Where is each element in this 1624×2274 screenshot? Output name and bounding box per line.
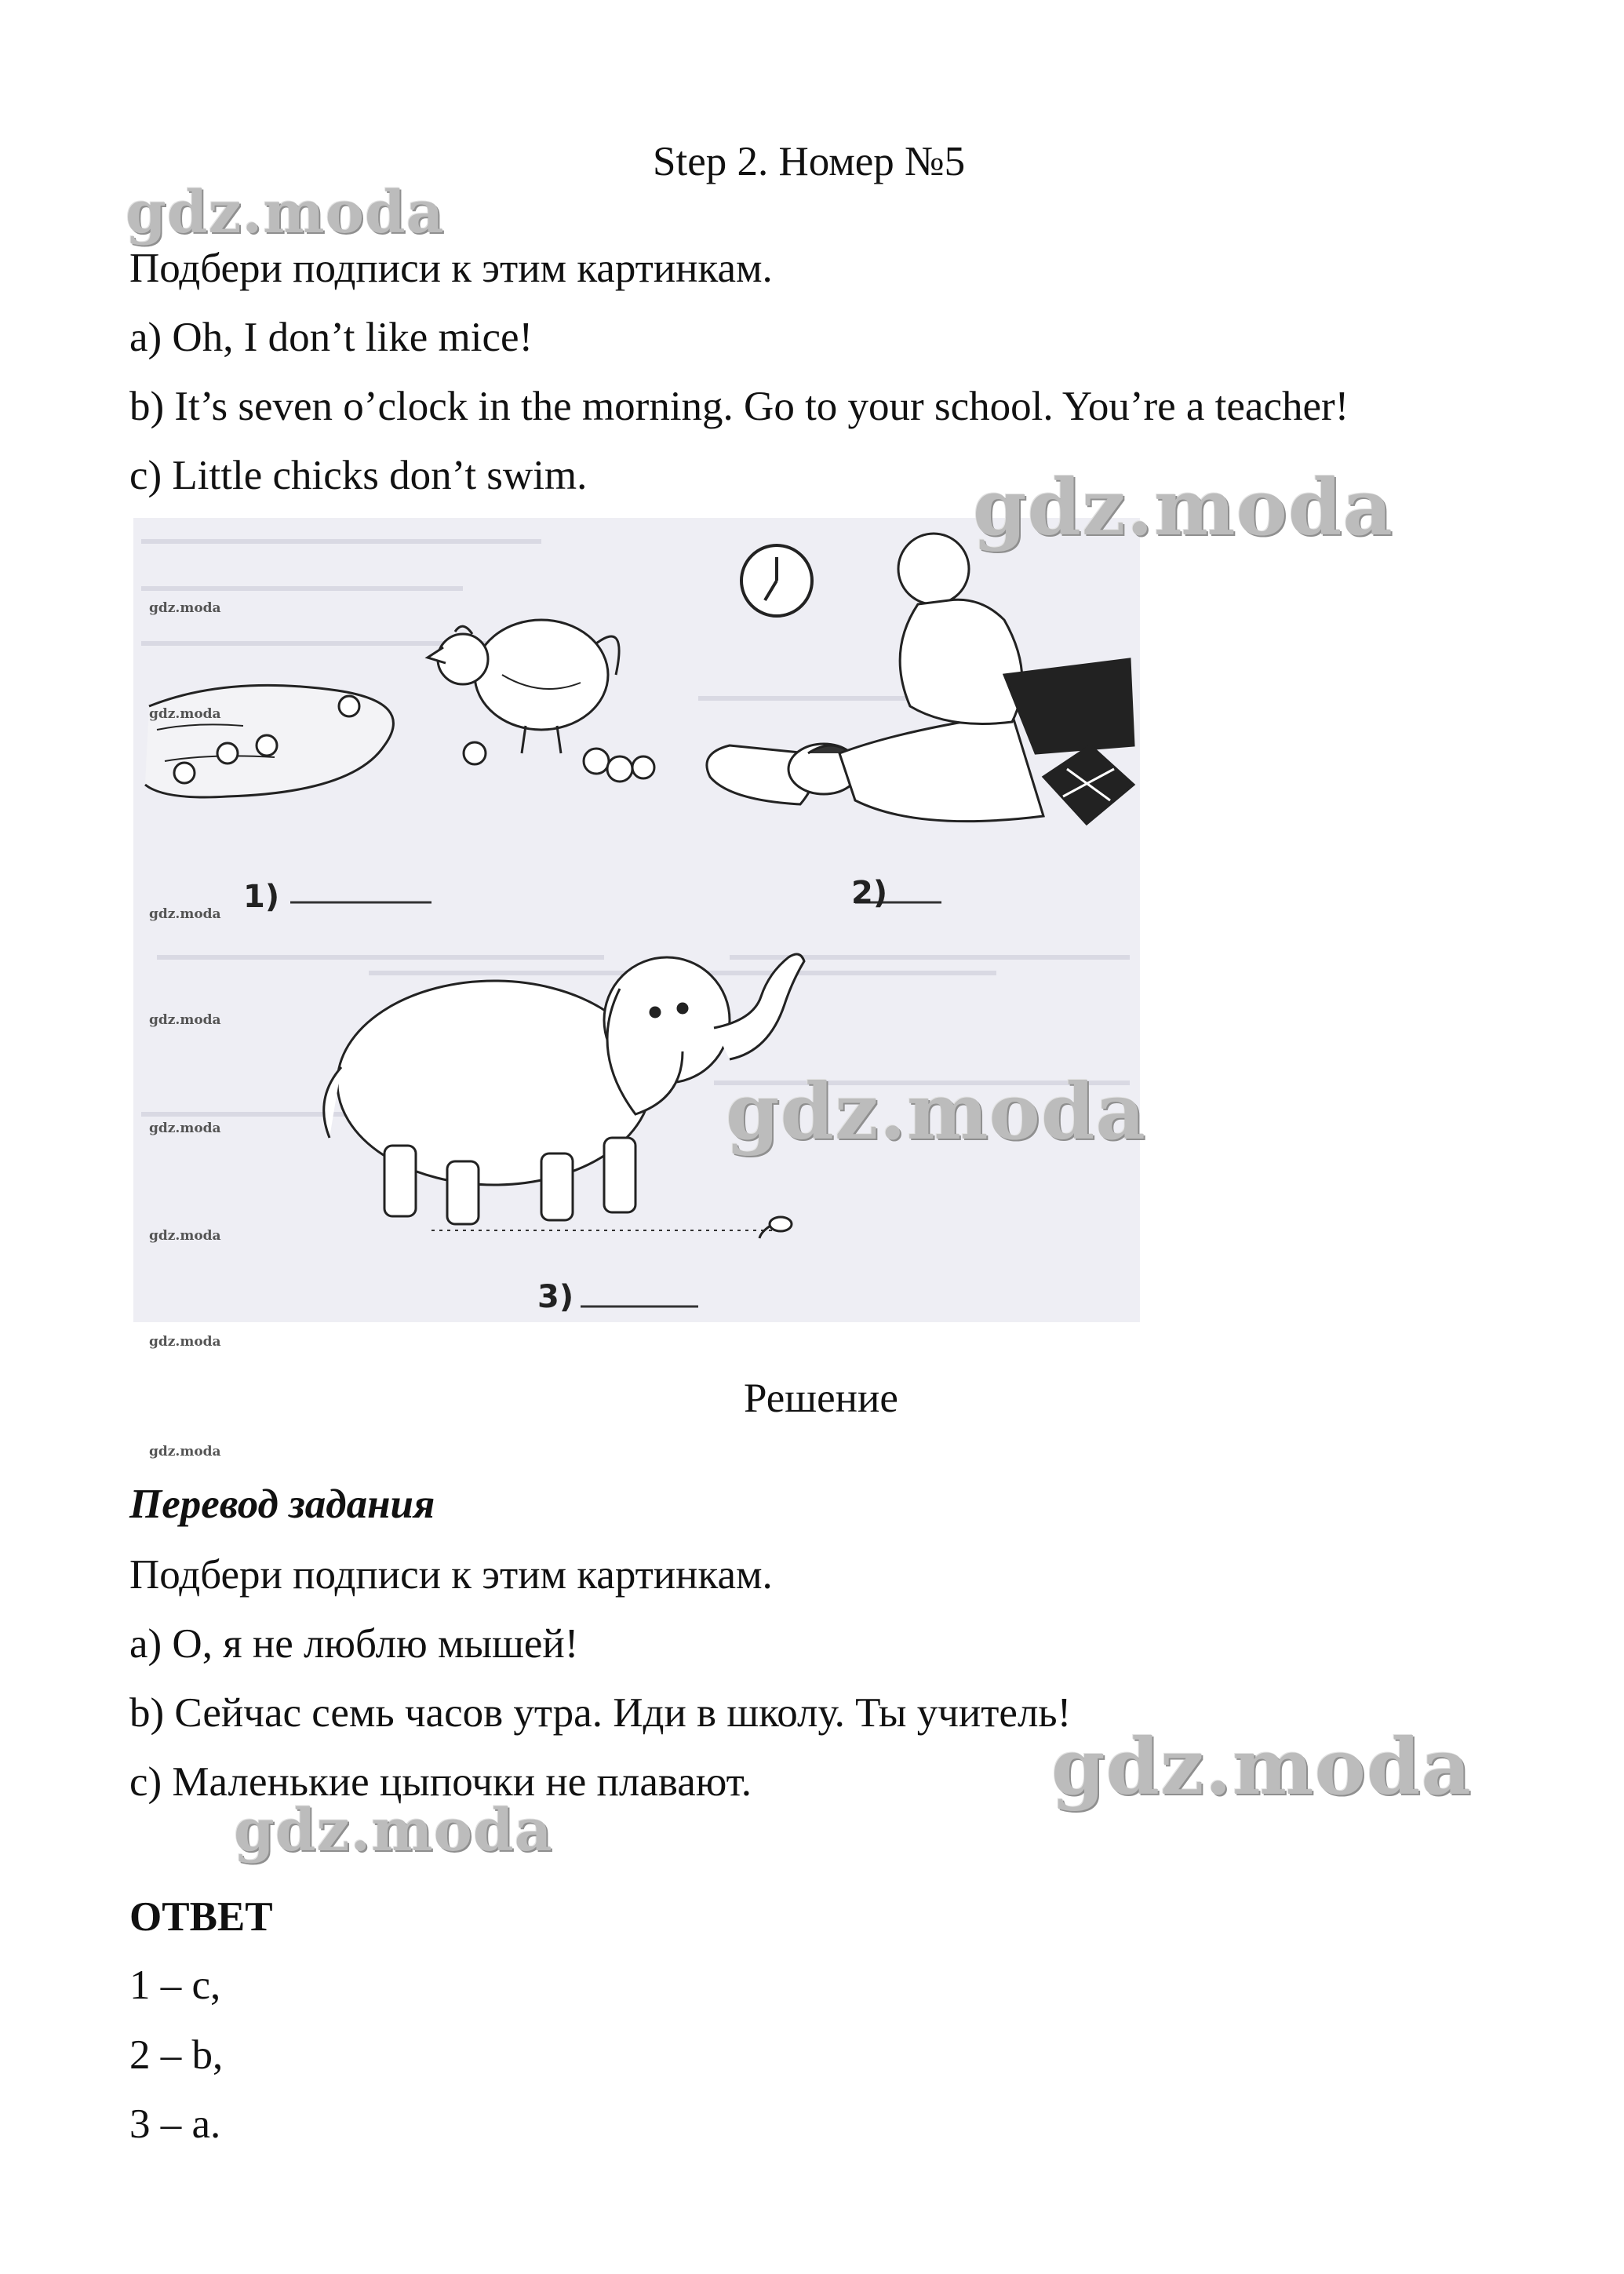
mouse-icon [759, 1217, 792, 1238]
watermark-logo: gdz.moda [234, 1797, 553, 1864]
watermark-small: gdz.moda [149, 1444, 221, 1460]
answer-item-1: 1 – c, [129, 1962, 221, 2008]
translation-option-b: b) Сейчас семь часов утра. Иди в школу. Ты учитель! [129, 1690, 1072, 1736]
watermark-small: gdz.moda [149, 1012, 221, 1028]
translation-option-c: c) Маленькие цыпочки не плавают. [129, 1759, 752, 1805]
watermark-small: gdz.moda [149, 600, 221, 616]
translation-heading: Перевод задания [129, 1481, 435, 1527]
answer-heading: ОТВЕТ [129, 1894, 273, 1940]
watermark-small: gdz.moda [149, 906, 221, 922]
sleeping-boy-icon [707, 714, 1043, 822]
task-option-c: c) Little chicks don’t swim. [129, 453, 588, 498]
page-title: Step 2. Номер №5 [653, 139, 966, 184]
watermark-logo: gdz.moda [726, 1067, 1146, 1157]
solution-heading: Решение [744, 1376, 898, 1421]
task-instruction: Подбери подписи к этим картинкам. [129, 246, 773, 291]
answer-item-2: 2 – b, [129, 2032, 224, 2078]
picture-label-3: 3) [537, 1279, 574, 1315]
watermark-logo: gdz.moda [1051, 1722, 1472, 1813]
translation-option-a: a) О, я не люблю мышей! [129, 1621, 579, 1667]
watermark-small: gdz.moda [149, 706, 221, 722]
watermark-small: gdz.moda [149, 1121, 221, 1136]
hen-with-chicks-icon [145, 620, 654, 797]
watermark-small: gdz.moda [149, 1334, 221, 1350]
alarm-clock-icon [741, 545, 812, 616]
exercise-illustration [133, 518, 1140, 1322]
watermark-logo: gdz.moda [973, 463, 1393, 553]
watermark-logo: gdz.moda [126, 179, 445, 246]
answer-item-3: 3 – a. [129, 2101, 221, 2147]
picture-label-1: 1) [243, 879, 280, 915]
task-option-a: a) Oh, I don’t like mice! [129, 315, 533, 360]
translation-instruction: Подбери подписи к этим картинкам. [129, 1552, 773, 1598]
task-option-b: b) It’s seven o’clock in the morning. Go to your school. You’re a teacher! [129, 384, 1349, 429]
picture-label-2: 2) [851, 875, 888, 911]
watermark-small: gdz.moda [149, 1228, 221, 1244]
